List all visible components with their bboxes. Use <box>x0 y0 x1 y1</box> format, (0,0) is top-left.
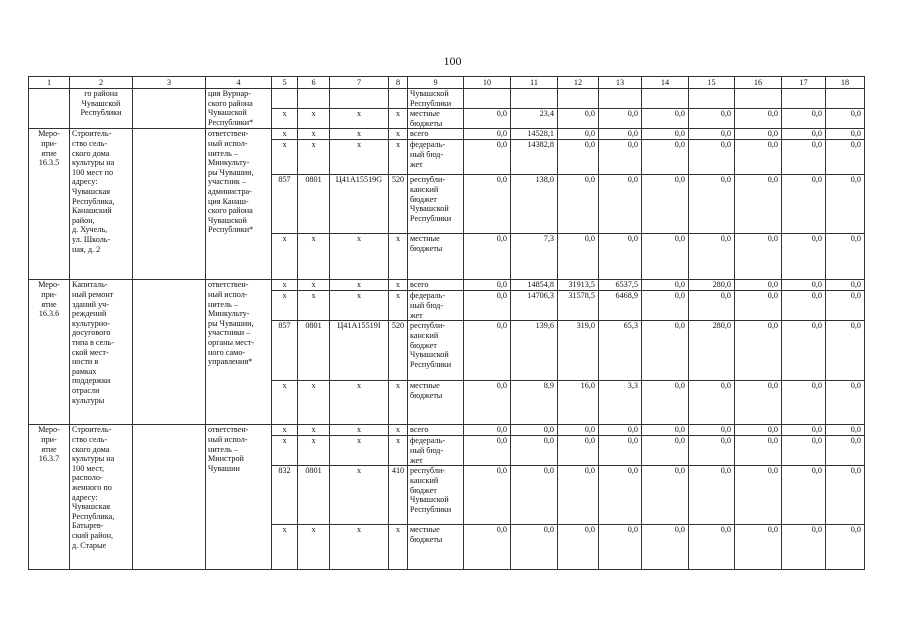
cell-section: x <box>298 291 330 321</box>
cell-value-col-17: 0,0 <box>782 280 826 291</box>
cell-value-col-17: 0,0 <box>782 381 826 425</box>
cell-value-col-10: 0,0 <box>464 466 511 525</box>
cell-value-col-12: 0,0 <box>558 129 599 140</box>
cell-value-col-12: 0,0 <box>558 466 599 525</box>
cell-value-col-16: 0,0 <box>735 321 782 381</box>
cell-section: 0801 <box>298 321 330 381</box>
cell-value-col-14: 0,0 <box>642 280 689 291</box>
cell-value-col-11: 14528,1 <box>511 129 558 140</box>
cell-funding-source: республи- канский бюджет Чувашской Республики <box>408 321 464 381</box>
cell-value-col-18: 0,0 <box>826 175 865 234</box>
cell-value-col-11: 0,0 <box>511 436 558 466</box>
cell-value-col-14: 0,0 <box>642 175 689 234</box>
header-cell-4: 4 <box>206 77 272 89</box>
cell-value-col-14: 0,0 <box>642 140 689 175</box>
header-cell-7: 7 <box>330 77 389 89</box>
cell-value-col-13: 6468,9 <box>599 291 642 321</box>
cell-value-col-18: 0,0 <box>826 109 865 129</box>
cell-target-article: x <box>330 425 389 436</box>
cell-value-col-17: 0,0 <box>782 321 826 381</box>
cell-value-col-14 <box>642 89 689 109</box>
cell-section <box>298 89 330 109</box>
cell-value-col-13: 3,3 <box>599 381 642 425</box>
cell-expense-type: x <box>389 234 408 280</box>
cell-value-col-12: 0,0 <box>558 140 599 175</box>
cell-section: x <box>298 280 330 291</box>
page-number: 100 <box>443 54 462 68</box>
cell-value-col-18: 0,0 <box>826 234 865 280</box>
cell-funding-source: республи- канский бюджет Чувашской Республики <box>408 175 464 234</box>
cell-expense-type: x <box>389 109 408 129</box>
cell-value-col-10: 0,0 <box>464 129 511 140</box>
cell-target-article: x <box>330 436 389 466</box>
cell-funding-source: всего <box>408 425 464 436</box>
table-row <box>29 129 865 140</box>
header-cell-8: 8 <box>389 77 408 89</box>
cell-target-article: x <box>330 381 389 425</box>
cell-value-col-10: 0,0 <box>464 436 511 466</box>
header-cell-12: 12 <box>558 77 599 89</box>
cell-value-col-15: 0,0 <box>689 175 735 234</box>
cell-grbs: x <box>272 525 298 570</box>
cell-target-article: x <box>330 525 389 570</box>
cell-value-col-18: 0,0 <box>826 140 865 175</box>
cell-value-col-10: 0,0 <box>464 234 511 280</box>
cell-value-col-16: 0,0 <box>735 280 782 291</box>
header-cell-11: 11 <box>511 77 558 89</box>
cell-value-col-11: 139,6 <box>511 321 558 381</box>
cell-value-col-12: 0,0 <box>558 425 599 436</box>
cell-measure-id: Меро- при- ятие 16.3.6 <box>29 280 70 425</box>
cell-value-col-10: 0,0 <box>464 381 511 425</box>
cell-target-article: x <box>330 291 389 321</box>
cell-funding-source: всего <box>408 280 464 291</box>
cell-value-col-11: 8,9 <box>511 381 558 425</box>
cell-funding-source: всего <box>408 129 464 140</box>
cell-expense-type: x <box>389 291 408 321</box>
header-cell-13: 13 <box>599 77 642 89</box>
cell-value-col-12: 0,0 <box>558 525 599 570</box>
cell-value-col-18: 0,0 <box>826 525 865 570</box>
cell-value-col-10: 0,0 <box>464 175 511 234</box>
cell-value-col-14: 0,0 <box>642 525 689 570</box>
cell-value-col-11 <box>511 89 558 109</box>
cell-value-col-17: 0,0 <box>782 234 826 280</box>
cell-section: 0801 <box>298 175 330 234</box>
cell-value-col-15: 0,0 <box>689 109 735 129</box>
cell-target-article: x <box>330 140 389 175</box>
cell-value-col-12: 0,0 <box>558 436 599 466</box>
cell-value-col-13 <box>599 89 642 109</box>
cell-value-col-16: 0,0 <box>735 291 782 321</box>
cell-grbs: x <box>272 234 298 280</box>
cell-value-col-13: 0,0 <box>599 425 642 436</box>
cell-grbs <box>272 89 298 109</box>
cell-value-col-17: 0,0 <box>782 525 826 570</box>
cell-executor: ответствен- ный испол- нитель – Минкульту- ры Чувашии, участники – органы мест- ного само- управления* <box>206 280 272 425</box>
cell-value-col-15: 0,0 <box>689 234 735 280</box>
cell-funding-source: федераль- ный бюд- жет <box>408 291 464 321</box>
cell-section: x <box>298 425 330 436</box>
cell-grbs: 832 <box>272 466 298 525</box>
cell-value-col-15: 0,0 <box>689 381 735 425</box>
cell-value-col-17: 0,0 <box>782 140 826 175</box>
cell-section: x <box>298 109 330 129</box>
cell-measure-id: Меро- при- ятие 16.3.5 <box>29 129 70 280</box>
cell-value-col-12: 16,0 <box>558 381 599 425</box>
cell-grbs: x <box>272 129 298 140</box>
cell-value-col-14: 0,0 <box>642 291 689 321</box>
cell-value-col-17: 0,0 <box>782 175 826 234</box>
cell-result <box>133 89 206 129</box>
cell-expense-type: x <box>389 381 408 425</box>
cell-value-col-10: 0,0 <box>464 109 511 129</box>
cell-value-col-18: 0,0 <box>826 436 865 466</box>
cell-grbs: x <box>272 140 298 175</box>
cell-target-article: x <box>330 466 389 525</box>
cell-value-col-12: 0,0 <box>558 109 599 129</box>
cell-expense-type <box>389 89 408 109</box>
cell-value-col-15: 0,0 <box>689 436 735 466</box>
cell-value-col-11: 14706,3 <box>511 291 558 321</box>
cell-value-col-13: 0,0 <box>599 129 642 140</box>
cell-target-article: x <box>330 129 389 140</box>
cell-executor: ция Вурнар- ского района Чувашской Республики* <box>206 89 272 129</box>
cell-value-col-14: 0,0 <box>642 425 689 436</box>
cell-measure-name: Строитель- ство сель- ского дома культуры на 100 мест по адресу: Чувашская Республика, Канашский район, д. Хучель, ул. Школь- ная, д. 2 <box>70 129 133 280</box>
cell-value-col-10 <box>464 89 511 109</box>
cell-expense-type: 410 <box>389 466 408 525</box>
cell-expense-type: x <box>389 129 408 140</box>
cell-value-col-12: 31578,5 <box>558 291 599 321</box>
cell-value-col-14: 0,0 <box>642 321 689 381</box>
cell-executor: ответствен- ный испол- нитель – Минкульту- ры Чувашии, участник – администра- ция Канаш- ского района Чувашской Республики* <box>206 129 272 280</box>
cell-value-col-10: 0,0 <box>464 291 511 321</box>
cell-section: x <box>298 436 330 466</box>
cell-expense-type: x <box>389 425 408 436</box>
header-cell-6: 6 <box>298 77 330 89</box>
cell-target-article: x <box>330 234 389 280</box>
cell-expense-type: x <box>389 436 408 466</box>
cell-value-col-14: 0,0 <box>642 109 689 129</box>
cell-value-col-15: 0,0 <box>689 140 735 175</box>
cell-section: 0801 <box>298 466 330 525</box>
cell-value-col-11: 23,4 <box>511 109 558 129</box>
cell-value-col-14: 0,0 <box>642 129 689 140</box>
cell-funding-source: федераль- ный бюд- жет <box>408 140 464 175</box>
cell-value-col-15: 0,0 <box>689 525 735 570</box>
cell-value-col-14: 0,0 <box>642 436 689 466</box>
cell-value-col-17: 0,0 <box>782 436 826 466</box>
cell-value-col-16: 0,0 <box>735 140 782 175</box>
cell-funding-source: местные бюджеты <box>408 525 464 570</box>
cell-section: x <box>298 525 330 570</box>
header-cell-2: 2 <box>70 77 133 89</box>
cell-target-article: Ц41А15519I <box>330 321 389 381</box>
header-cell-16: 16 <box>735 77 782 89</box>
cell-value-col-17 <box>782 89 826 109</box>
cell-value-col-13: 0,0 <box>599 525 642 570</box>
cell-value-col-12: 31913,5 <box>558 280 599 291</box>
cell-measure-name: Капиталь- ный ремонт зданий уч- реждений культурно- досугового типа в сель- ской мест- ности в рамках поддержки отрасли культуры <box>70 280 133 425</box>
cell-section: x <box>298 234 330 280</box>
table-row <box>29 89 865 109</box>
cell-value-col-17: 0,0 <box>782 291 826 321</box>
cell-value-col-13: 6537,5 <box>599 280 642 291</box>
cell-grbs: x <box>272 436 298 466</box>
cell-value-col-16: 0,0 <box>735 525 782 570</box>
cell-expense-type: x <box>389 140 408 175</box>
header-cell-17: 17 <box>782 77 826 89</box>
cell-value-col-11: 7,3 <box>511 234 558 280</box>
cell-grbs: 857 <box>272 175 298 234</box>
cell-section: x <box>298 129 330 140</box>
cell-value-col-15: 280,0 <box>689 280 735 291</box>
cell-value-col-11: 0,0 <box>511 466 558 525</box>
cell-result <box>133 129 206 280</box>
cell-value-col-11: 0,0 <box>511 525 558 570</box>
cell-value-col-16: 0,0 <box>735 175 782 234</box>
cell-funding-source: республи- канский бюджет Чувашской Республики <box>408 466 464 525</box>
cell-value-col-16: 0,0 <box>735 129 782 140</box>
table-body <box>29 89 865 570</box>
header-cell-14: 14 <box>642 77 689 89</box>
cell-value-col-13: 0,0 <box>599 109 642 129</box>
cell-value-col-17: 0,0 <box>782 129 826 140</box>
cell-value-col-18: 0,0 <box>826 321 865 381</box>
cell-value-col-13: 0,0 <box>599 140 642 175</box>
header-cell-3: 3 <box>133 77 206 89</box>
cell-value-col-18: 0,0 <box>826 291 865 321</box>
cell-section: x <box>298 381 330 425</box>
table-row <box>29 425 865 436</box>
cell-value-col-15 <box>689 89 735 109</box>
cell-section: x <box>298 140 330 175</box>
cell-value-col-10: 0,0 <box>464 140 511 175</box>
cell-target-article <box>330 89 389 109</box>
cell-expense-type: x <box>389 280 408 291</box>
cell-value-col-17: 0,0 <box>782 466 826 525</box>
cell-grbs: 857 <box>272 321 298 381</box>
cell-value-col-16: 0,0 <box>735 381 782 425</box>
cell-grbs: x <box>272 381 298 425</box>
cell-funding-source: местные бюджеты <box>408 234 464 280</box>
cell-value-col-12 <box>558 89 599 109</box>
cell-grbs: x <box>272 425 298 436</box>
cell-value-col-10: 0,0 <box>464 280 511 291</box>
cell-value-col-12: 0,0 <box>558 175 599 234</box>
cell-value-col-18: 0,0 <box>826 129 865 140</box>
cell-value-col-13: 0,0 <box>599 466 642 525</box>
header-cell-18: 18 <box>826 77 865 89</box>
cell-value-col-18: 0,0 <box>826 280 865 291</box>
cell-measure-name: го района Чувашской Республики <box>70 89 133 129</box>
cell-value-col-13: 0,0 <box>599 175 642 234</box>
cell-measure-id <box>29 89 70 129</box>
cell-result <box>133 280 206 425</box>
cell-funding-source: местные бюджеты <box>408 109 464 129</box>
cell-value-col-18: 0,0 <box>826 466 865 525</box>
cell-target-article: Ц41А15519G <box>330 175 389 234</box>
cell-measure-id: Меро- при- ятие 16.3.7 <box>29 425 70 570</box>
cell-measure-name: Строитель- ство сель- ского дома культуры на 100 мест, располо- женного по адресу: Чувашская Республика, Батырев- ский район, д. Старые <box>70 425 133 570</box>
cell-value-col-11: 14382,8 <box>511 140 558 175</box>
cell-value-col-15: 280,0 <box>689 321 735 381</box>
header-cell-10: 10 <box>464 77 511 89</box>
cell-expense-type: 520 <box>389 175 408 234</box>
header-cell-9: 9 <box>408 77 464 89</box>
cell-value-col-16 <box>735 89 782 109</box>
cell-expense-type: x <box>389 525 408 570</box>
cell-value-col-13: 0,0 <box>599 234 642 280</box>
cell-value-col-15: 0,0 <box>689 129 735 140</box>
table-row <box>29 280 865 291</box>
cell-value-col-15: 0,0 <box>689 291 735 321</box>
cell-value-col-11: 0,0 <box>511 425 558 436</box>
cell-grbs: x <box>272 291 298 321</box>
header-cell-5: 5 <box>272 77 298 89</box>
header-cell-15: 15 <box>689 77 735 89</box>
cell-value-col-12: 0,0 <box>558 234 599 280</box>
cell-value-col-11: 138,0 <box>511 175 558 234</box>
cell-expense-type: 520 <box>389 321 408 381</box>
cell-value-col-17: 0,0 <box>782 425 826 436</box>
cell-grbs: x <box>272 280 298 291</box>
cell-value-col-10: 0,0 <box>464 321 511 381</box>
cell-grbs: x <box>272 109 298 129</box>
cell-result <box>133 425 206 570</box>
cell-value-col-16: 0,0 <box>735 425 782 436</box>
cell-value-col-18 <box>826 89 865 109</box>
cell-value-col-18: 0,0 <box>826 381 865 425</box>
header-row <box>29 77 865 89</box>
cell-value-col-16: 0,0 <box>735 109 782 129</box>
cell-value-col-14: 0,0 <box>642 466 689 525</box>
cell-value-col-18: 0,0 <box>826 425 865 436</box>
cell-value-col-13: 0,0 <box>599 436 642 466</box>
cell-value-col-13: 65,3 <box>599 321 642 381</box>
cell-value-col-16: 0,0 <box>735 436 782 466</box>
cell-value-col-10: 0,0 <box>464 525 511 570</box>
cell-value-col-11: 14854,8 <box>511 280 558 291</box>
cell-funding-source: Чувашской Республики <box>408 89 464 109</box>
cell-target-article: x <box>330 109 389 129</box>
cell-value-col-14: 0,0 <box>642 381 689 425</box>
cell-value-col-16: 0,0 <box>735 234 782 280</box>
cell-target-article: x <box>330 280 389 291</box>
cell-executor: ответствен- ный испол- нитель – Минстрой Чувашии <box>206 425 272 570</box>
budget-table <box>28 76 865 570</box>
cell-funding-source: федераль- ный бюд- жет <box>408 436 464 466</box>
cell-value-col-12: 319,0 <box>558 321 599 381</box>
cell-value-col-15: 0,0 <box>689 466 735 525</box>
cell-value-col-17: 0,0 <box>782 109 826 129</box>
cell-value-col-15: 0,0 <box>689 425 735 436</box>
header-cell-1: 1 <box>29 77 70 89</box>
cell-funding-source: местные бюджеты <box>408 381 464 425</box>
cell-value-col-14: 0,0 <box>642 234 689 280</box>
cell-value-col-16: 0,0 <box>735 466 782 525</box>
cell-value-col-10: 0,0 <box>464 425 511 436</box>
